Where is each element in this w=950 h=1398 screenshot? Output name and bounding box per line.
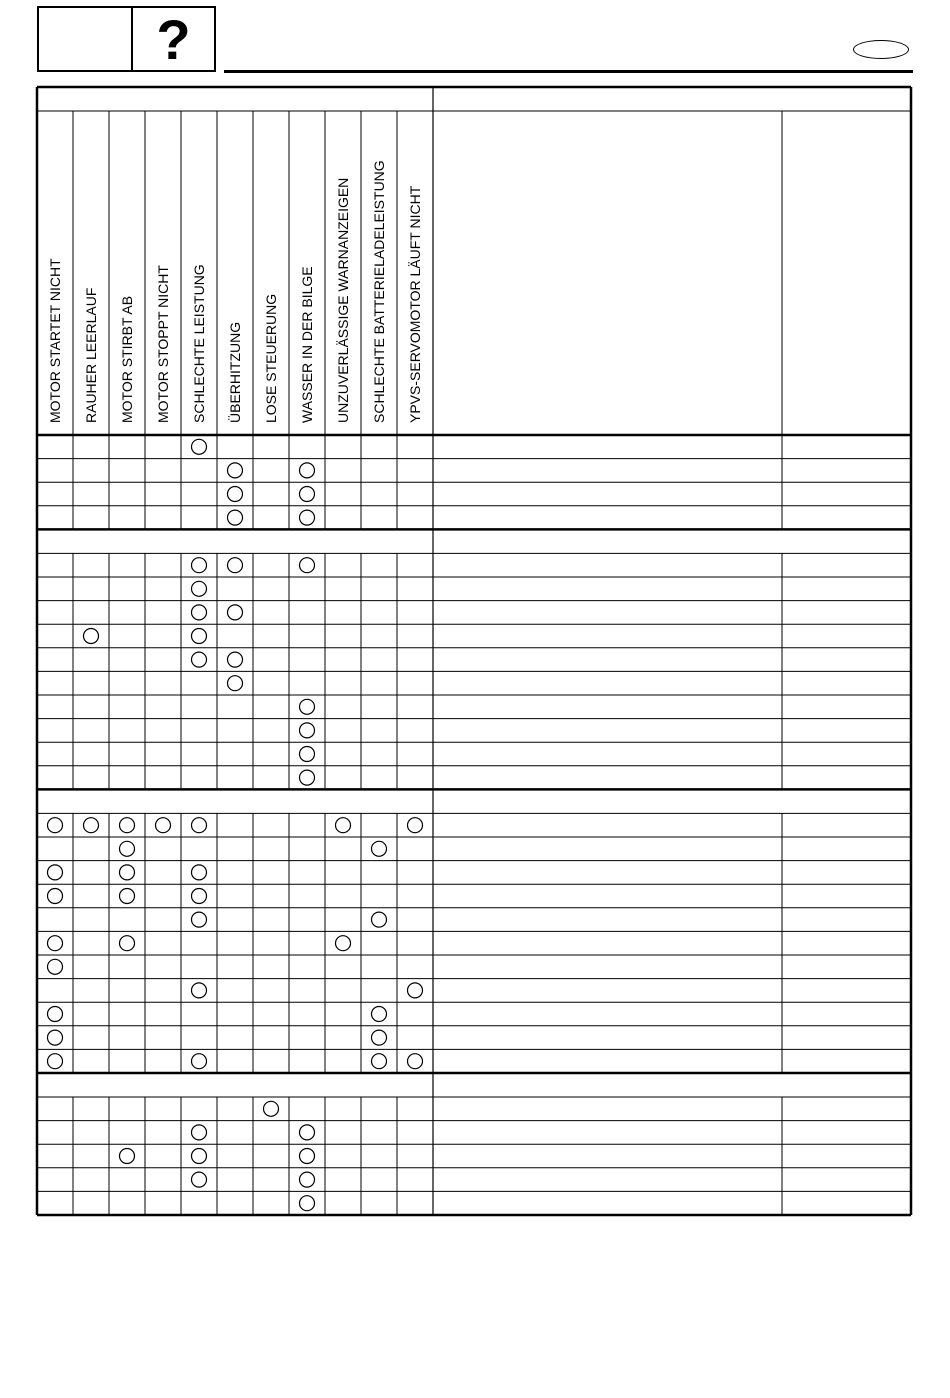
symptom-circle-marker [228, 487, 243, 502]
column-header: UNZUVERLÄSSIGE WARNANZEIGEN [335, 177, 351, 423]
question-mark-icon: ? [156, 7, 191, 71]
symptom-circle-marker [372, 912, 387, 927]
symptom-circle-marker [192, 818, 207, 833]
symptom-circle-marker [48, 865, 63, 880]
symptom-circle-marker [48, 1054, 63, 1069]
column-header: MOTOR STIRBT AB [119, 295, 135, 423]
symptom-circle-marker [192, 581, 207, 596]
column-header: ÜBERHITZUNG [227, 321, 243, 423]
symptom-circle-marker [372, 1030, 387, 1045]
symptom-circle-marker [300, 1196, 315, 1211]
symptom-circle-marker [228, 558, 243, 573]
symptom-circle-marker [84, 629, 99, 644]
symptom-circle-marker [228, 605, 243, 620]
symptom-circle-marker [192, 605, 207, 620]
symptom-circle-marker [408, 983, 423, 998]
symptom-circle-marker [336, 936, 351, 951]
symptom-circle-marker [300, 510, 315, 525]
column-header: SCHLECHTE LEISTUNG [191, 264, 207, 423]
symptom-circle-marker [300, 723, 315, 738]
symptom-circle-marker [192, 1149, 207, 1164]
symptom-circle-marker [300, 699, 315, 714]
symptom-circle-marker [48, 959, 63, 974]
symptom-circle-marker [264, 1101, 279, 1116]
symptom-circle-marker [300, 463, 315, 478]
symptom-circle-marker [336, 818, 351, 833]
column-header: YPVS-SERVOMOTOR LÄUFT NICHT [407, 185, 423, 423]
symptom-circle-marker [300, 487, 315, 502]
symptom-circle-marker [120, 889, 135, 904]
symptom-circle-marker [192, 889, 207, 904]
symptom-circle-marker [192, 439, 207, 454]
symptom-circle-marker [192, 983, 207, 998]
symptom-circle-marker [48, 936, 63, 951]
symptom-circle-marker [48, 889, 63, 904]
column-header: RAUHER LEERLAUF [83, 287, 99, 423]
symptom-circle-marker [300, 558, 315, 573]
symptom-circle-marker [192, 629, 207, 644]
symptom-circle-marker [228, 676, 243, 691]
symptom-circle-marker [192, 865, 207, 880]
symptom-circle-marker [372, 1054, 387, 1069]
symptom-circle-marker [300, 1172, 315, 1187]
symptom-circle-marker [408, 1054, 423, 1069]
symptom-circle-marker [120, 936, 135, 951]
symptom-circle-marker [300, 747, 315, 762]
symptom-circle-marker [84, 818, 99, 833]
column-header: WASSER IN DER BILGE [299, 266, 315, 423]
symptom-circle-marker [300, 1149, 315, 1164]
symptom-circle-marker [300, 770, 315, 785]
symptom-circle-marker [48, 1030, 63, 1045]
symptom-circle-marker [120, 841, 135, 856]
symptom-circle-marker [48, 1007, 63, 1022]
column-header: MOTOR STARTET NICHT [47, 258, 63, 423]
symptom-circle-marker [192, 1172, 207, 1187]
column-header: LOSE STEUERUNG [263, 293, 279, 423]
symptom-circle-marker [228, 652, 243, 667]
symptom-circle-marker [228, 510, 243, 525]
symptom-circle-marker [300, 1125, 315, 1140]
symptom-circle-marker [372, 841, 387, 856]
symptom-circle-marker [156, 818, 171, 833]
symptom-circle-marker [192, 652, 207, 667]
symptom-circle-marker [192, 558, 207, 573]
symptom-circle-marker [192, 912, 207, 927]
column-header: SCHLECHTE BATTERIELADELEISTUNG [371, 160, 387, 423]
symptom-circle-marker [192, 1125, 207, 1140]
symptom-circle-marker [372, 1007, 387, 1022]
symptom-circle-marker [408, 818, 423, 833]
symptom-circle-marker [120, 865, 135, 880]
column-header: MOTOR STOPPT NICHT [155, 265, 171, 423]
symptom-circle-marker [192, 1054, 207, 1069]
symptom-circle-marker [48, 818, 63, 833]
symptom-circle-marker [120, 818, 135, 833]
symptom-circle-marker [228, 463, 243, 478]
symptom-circle-marker [120, 1149, 135, 1164]
